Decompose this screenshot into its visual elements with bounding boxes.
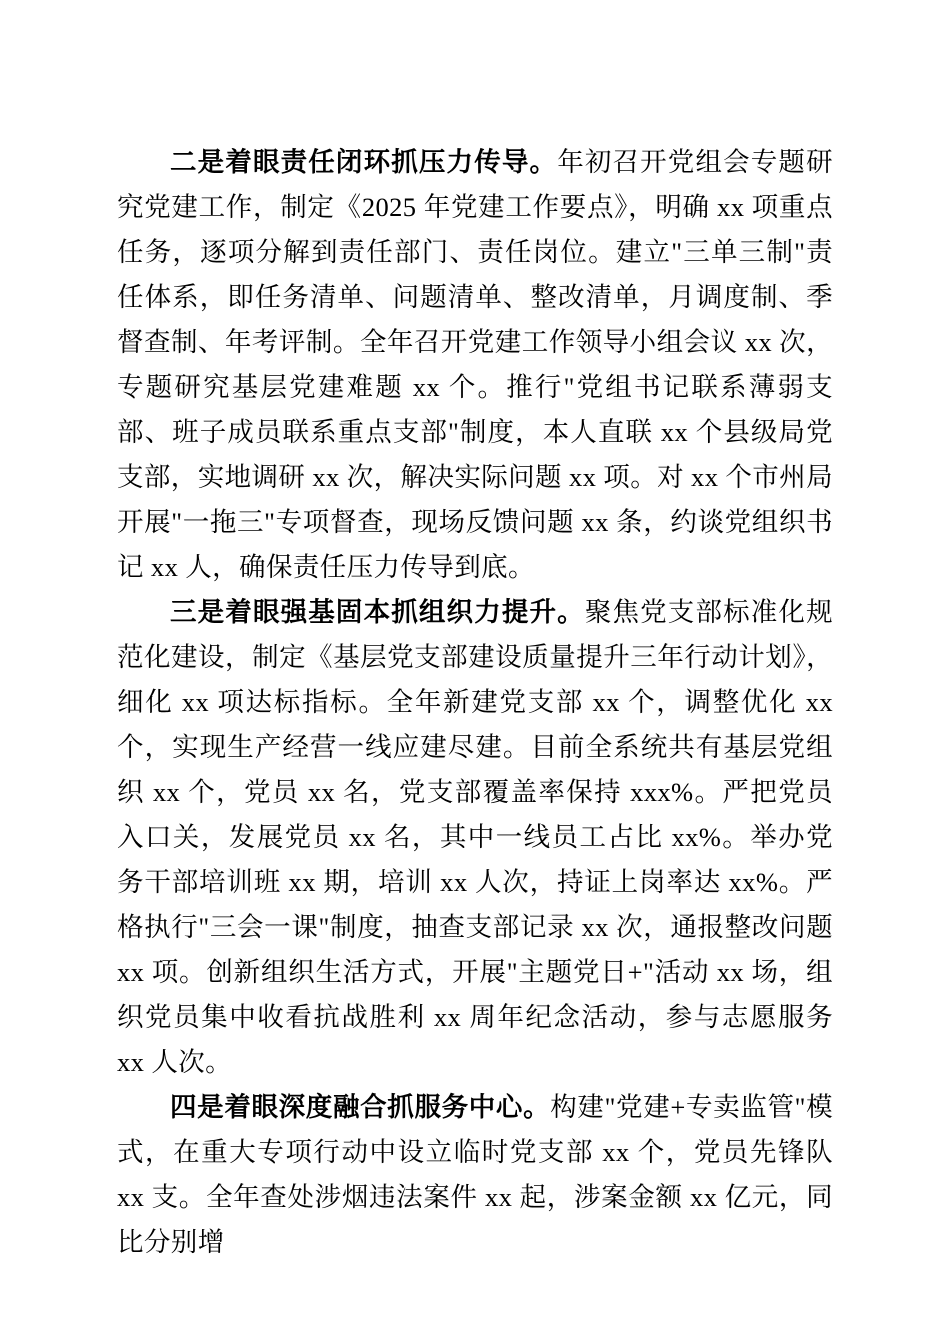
paragraph-lead: 四是着眼深度融合抓服务中心。 <box>170 1092 551 1122</box>
paragraph <box>117 1085 833 1265</box>
paragraph-text: 构建"党建+专卖监管"模式，在重大专项行动中设立临时党支部 xx 个，党员先锋队 xx 支。全年查处涉烟违法案件 xx 起，涉案金额 xx 亿元，同比分别增 <box>117 1092 833 1257</box>
paragraph-lead: 三是着眼强基固本抓组织力提升。 <box>170 597 585 627</box>
paragraph-text: 聚焦党支部标准化规范化建设，制定《基层党支部建设质量提升三年行动计划》，细化 xx 项达标指标。全年新建党支部 xx 个，调整优化 xx 个，实现生产经营一线应建尽建。目前全系统共有基层党组织 xx 个，党员 xx 名，党支部覆盖率保持 xxx%。严把党员入口关，发展党员 xx 名，其中一线员工占比 xx%。举办党务干部培训班 xx 期，培训 xx 人次，持证上岗率达 xx%。严格执行"三会一课"制度，抽查支部记录 xx 次，通报整改问题 xx 项。创新组织生活方式，开展"主题党日+"活动 xx 场，组织党员集中收看抗战胜利 xx 周年纪念活动，参与志愿服务 xx 人次。 <box>117 597 833 1077</box>
document-body <box>117 140 833 1265</box>
paragraph <box>117 140 833 590</box>
paragraph-lead: 二是着眼责任闭环抓压力传导。 <box>170 147 558 177</box>
paragraph-text: 年初召开党组会专题研究党建工作，制定《2025 年党建工作要点》，明确 xx 项重点任务，逐项分解到责任部门、责任岗位。建立"三单三制"责任体系，即任务清单、问题清单、整改清单，月调度制、季督查制、年考评制。全年召开党建工作领导小组会议 xx 次，专题研究基层党建难题 xx 个。推行"党组书记联系薄弱支部、班子成员联系重点支部"制度，本人直联 xx 个县级局党支部，实地调研 xx 次，解决实际问题 xx 项。对 xx 个市州局开展"一拖三"专项督查，现场反馈问题 xx 条，约谈党组织书记 xx 人，确保责任压力传导到底。 <box>117 147 833 582</box>
paragraph <box>117 590 833 1085</box>
